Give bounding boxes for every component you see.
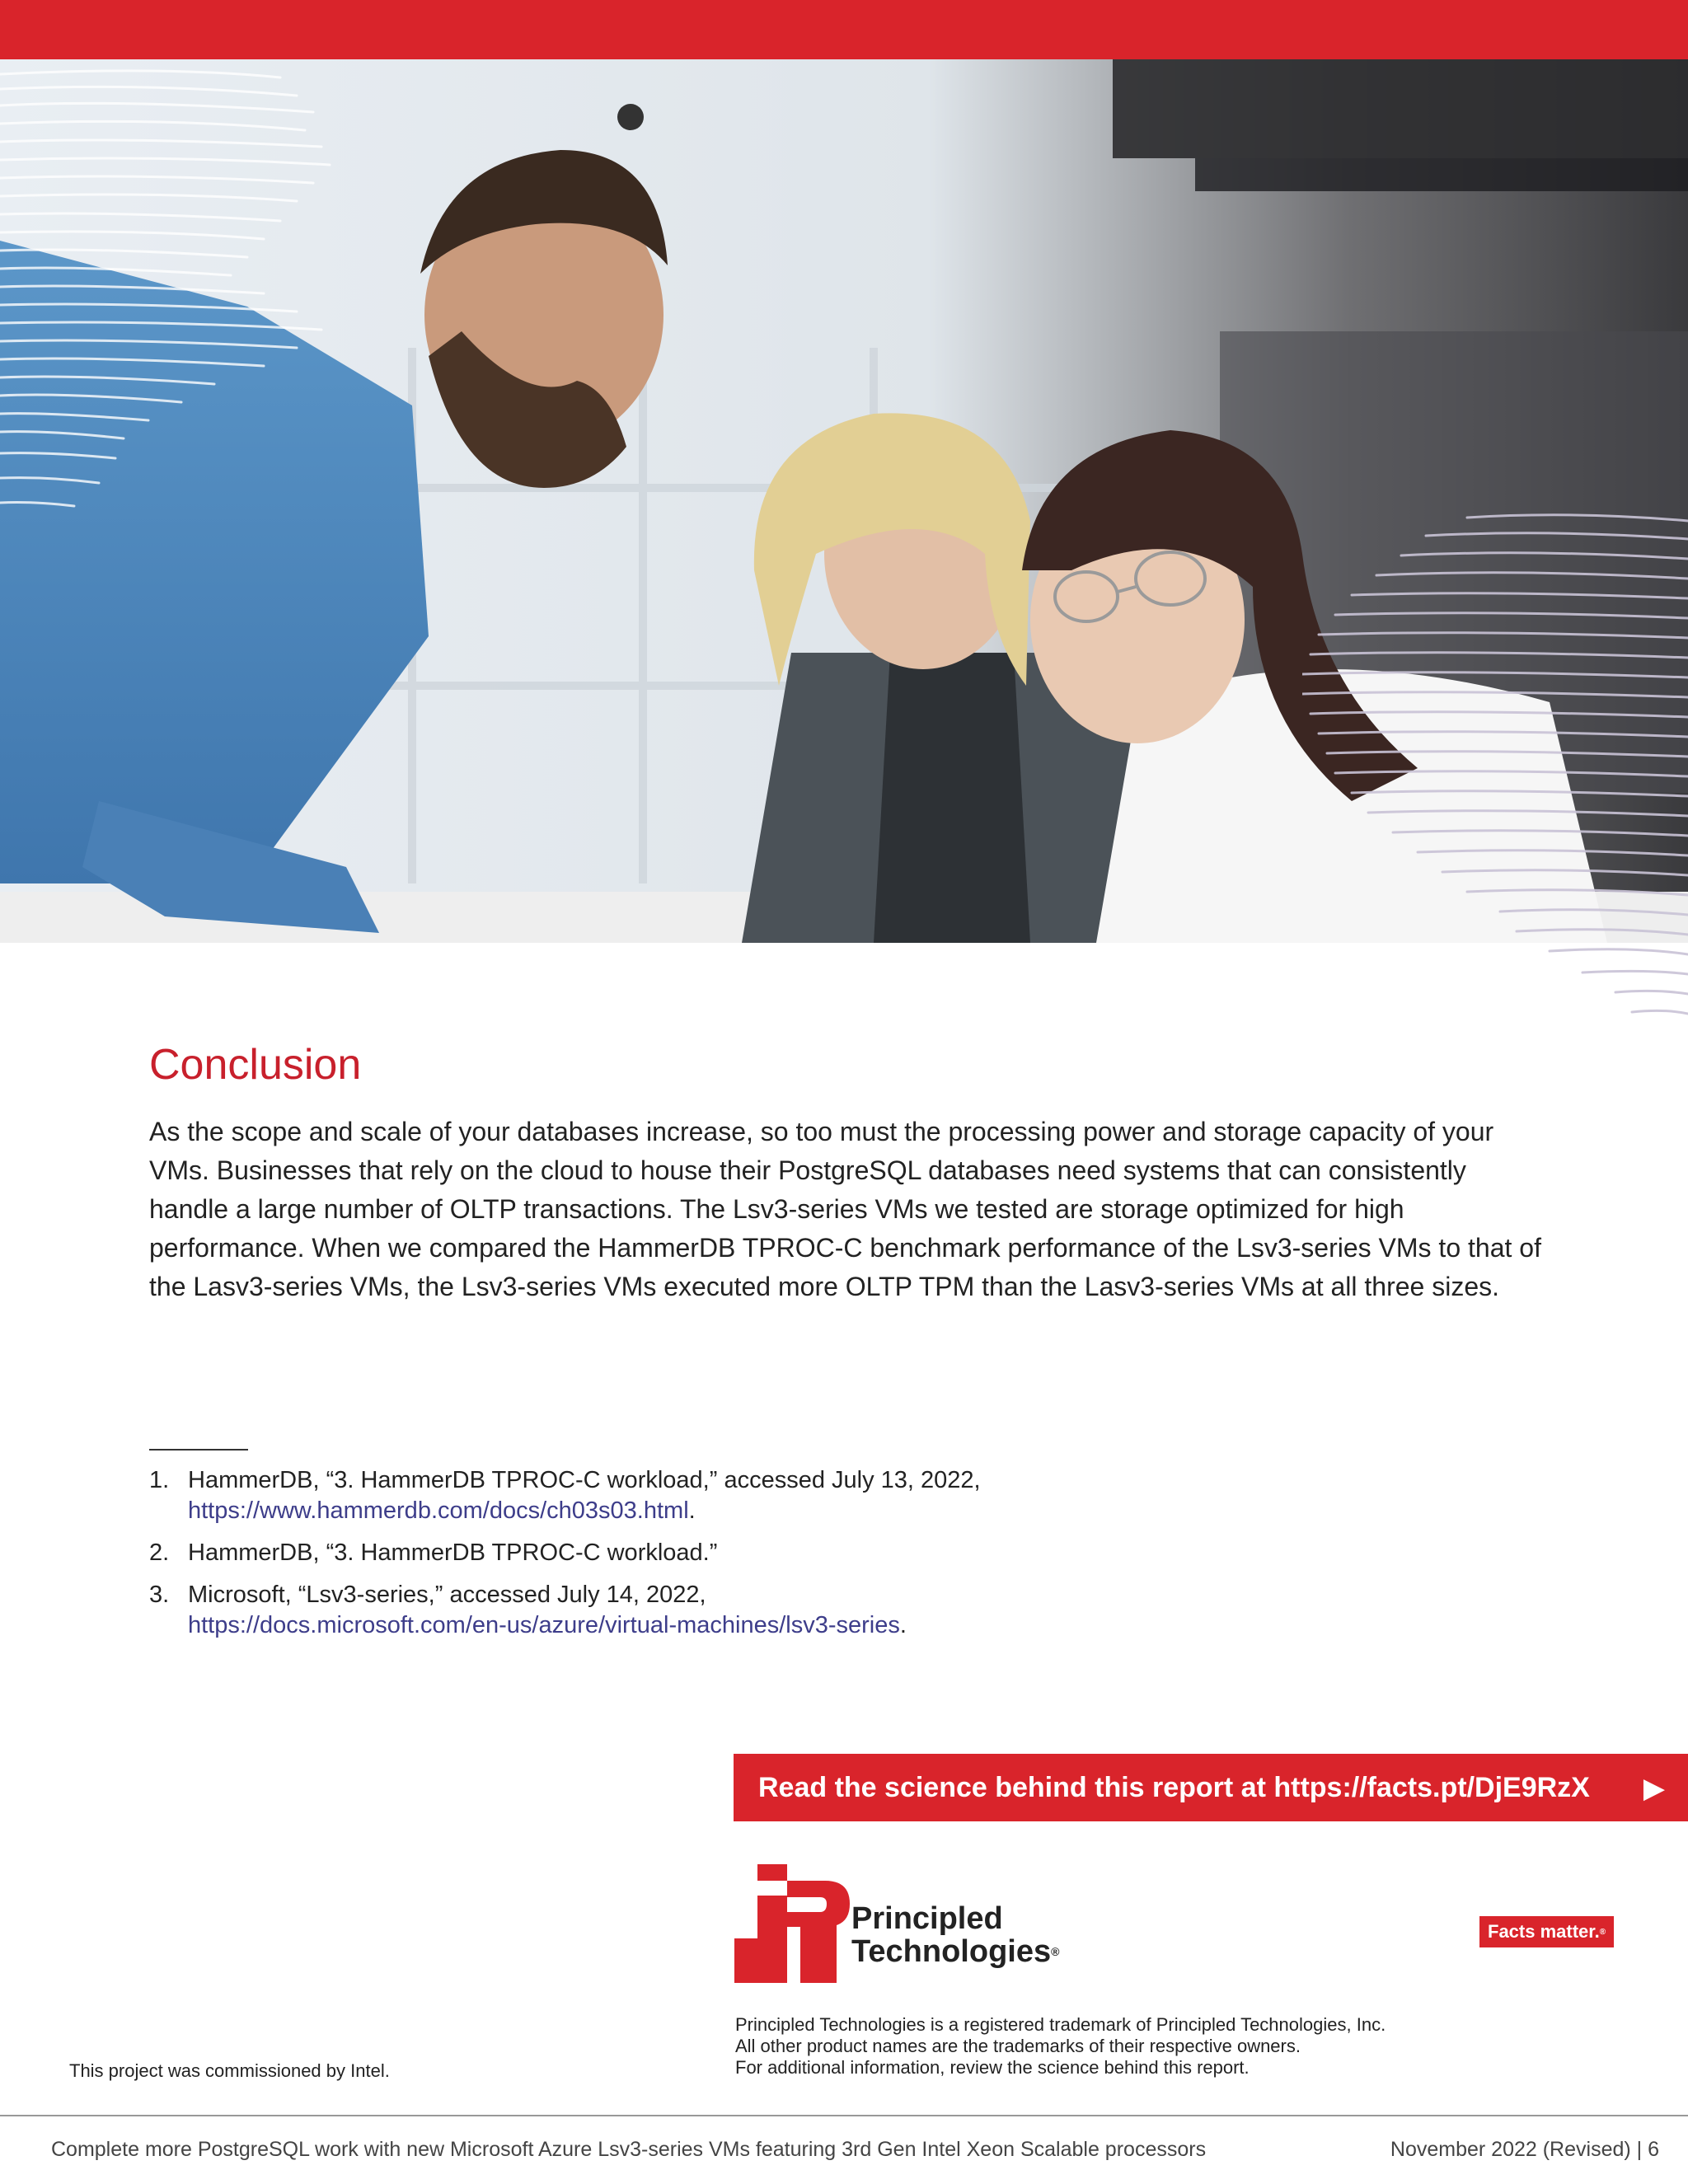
footer-title: Complete more PostgreSQL work with new Microsoft Azure Lsv3-series VMs featuring 3rd Gen Intel Xeon Scalable processors — [51, 2138, 1207, 2161]
facts-registered-mark: ® — [1599, 1927, 1606, 1937]
conclusion-heading: Conclusion — [149, 1041, 362, 1089]
decorative-swirl-right — [1302, 511, 1688, 1038]
registered-mark: ® — [1051, 1945, 1060, 1958]
footnote-suffix: . — [688, 1497, 696, 1524]
footnote-link[interactable]: https://www.hammerdb.com/docs/ch03s03.html — [188, 1497, 689, 1524]
footnote-number: 1. — [149, 1467, 170, 1493]
commissioned-note: This project was commissioned by Intel. — [69, 2060, 390, 2081]
footnote-number: 2. — [149, 1540, 170, 1566]
pt-name-line2: Technologies — [851, 1934, 1052, 1969]
footnote-number: 3. — [149, 1582, 170, 1608]
footnote-link[interactable]: https://docs.microsoft.com/en-us/azure/virtual-machines/lsv3-series — [188, 1612, 900, 1638]
footnote-1 — [149, 1465, 1386, 1526]
pt-name-line1: Principled — [851, 1901, 1003, 1936]
read-science-link[interactable]: Read the science behind this report at https://facts.pt/DjE9RzX — [758, 1771, 1590, 1803]
decorative-swirl-left — [0, 66, 346, 527]
facts-matter-badge — [1479, 1916, 1614, 1947]
trademark-line-3: For additional information, review the science behind this report. — [735, 2057, 1250, 2078]
read-science-banner[interactable] — [734, 1754, 1688, 1821]
footnote-text: HammerDB, “3. HammerDB TPROC-C workload,” accessed July 13, 2022, — [188, 1467, 981, 1493]
trademark-line-1: Principled Technologies is a registered trademark of Principled Technologies, Inc. — [735, 2014, 1386, 2035]
pt-wordmark — [851, 1902, 1059, 1968]
facts-matter-text: Facts matter. — [1488, 1921, 1600, 1942]
conclusion-body: As the scope and scale of your databases increase, so too must the processing power and storage capacity of your VMs. Businesses that rely on the cloud to house their PostgreSQL databases need systems that can consistently handle a large number of OLTP transactions. The Lsv3-series VMs we tested are storage optimized for high performance. When we compared the HammerDB TPROC-C benchmark performance of the Lsv3-series VMs to that of the Lasv3-series VMs, the Lsv3-series VMs executed more OLTP TPM than the Lasv3-series VMs at all three sizes. — [149, 1117, 1541, 1301]
trademark-line-2: All other product names are the trademarks of their respective owners. — [735, 2036, 1301, 2056]
footnote-3 — [149, 1580, 1386, 1641]
footnote-suffix: . — [899, 1612, 907, 1638]
footnote-text: Microsoft, “Lsv3-series,” accessed July 14, 2022, — [188, 1582, 706, 1608]
footer-rule — [0, 2115, 1688, 2116]
play-arrow-icon: ▶ — [1643, 1773, 1665, 1804]
top-red-bar — [0, 0, 1688, 59]
footnotes-list — [149, 1465, 1386, 1652]
trademark-notice — [735, 2014, 1386, 2079]
footnote-2 — [149, 1538, 1386, 1568]
footnote-rule — [149, 1449, 248, 1451]
footnote-text: HammerDB, “3. HammerDB TPROC-C workload.” — [188, 1540, 718, 1566]
footer-date-page: November 2022 (Revised) | 6 — [1390, 2138, 1659, 2161]
